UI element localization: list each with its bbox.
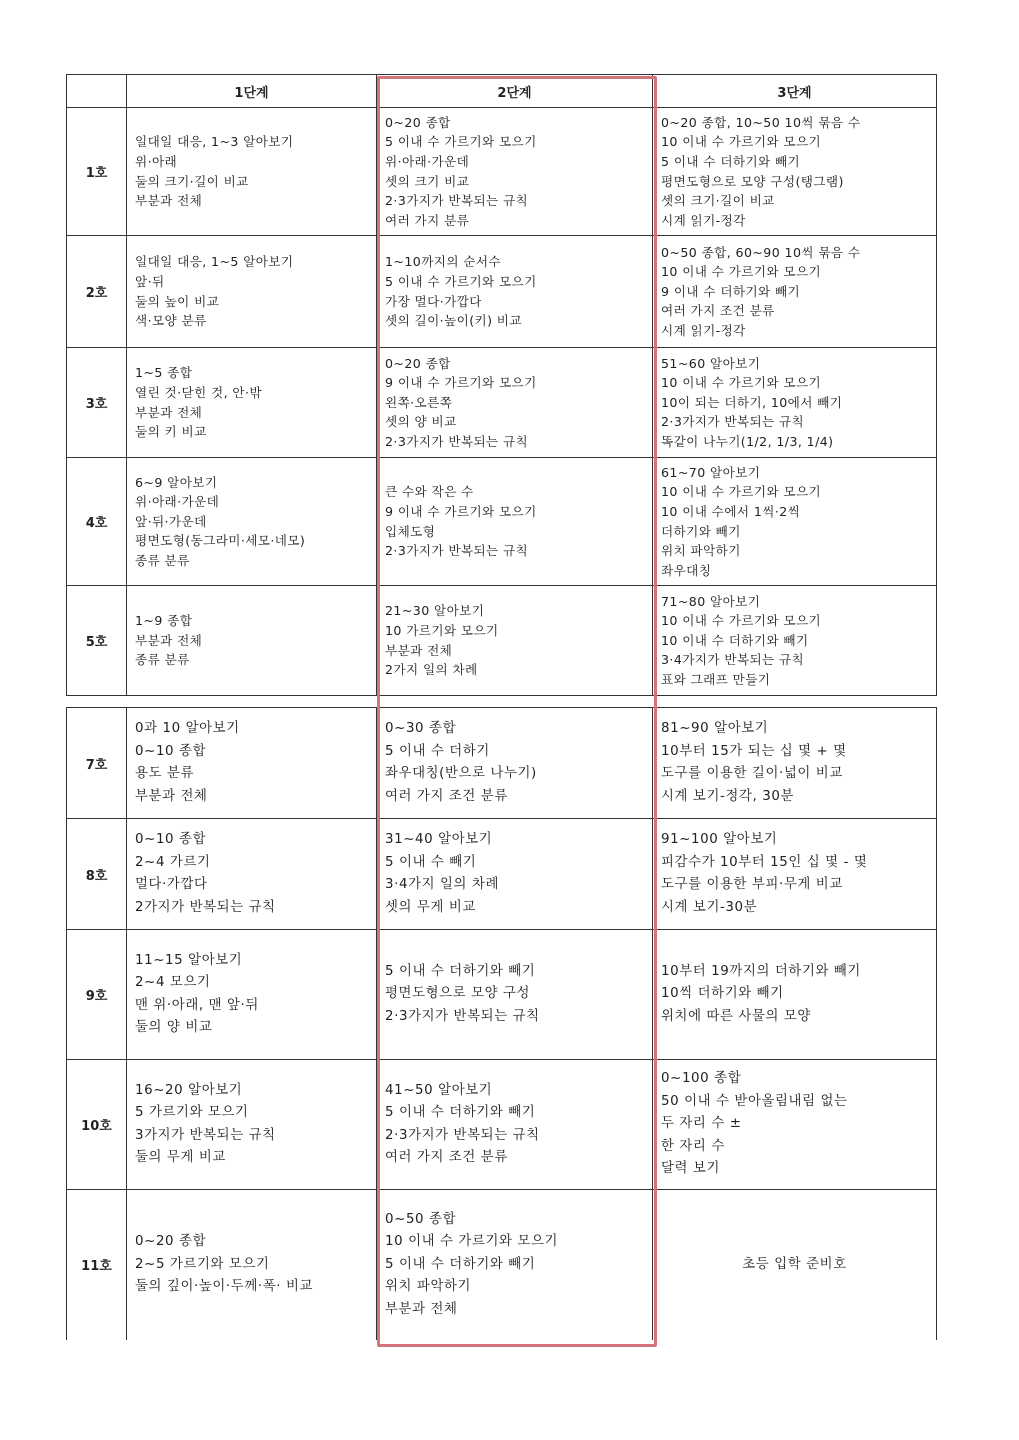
cell-line: 31~40 알아보기 bbox=[385, 832, 493, 847]
stage2-cell bbox=[377, 108, 653, 236]
cell-line: 시계 보기-정각, 30분 bbox=[661, 788, 794, 804]
row-10ho bbox=[67, 1060, 937, 1190]
stage1-cell bbox=[127, 930, 377, 1060]
row-label: 5호 bbox=[67, 586, 127, 696]
cell-line: 61~70 알아보기 bbox=[661, 464, 761, 480]
cell-line: 시계 읽기-정각 bbox=[661, 212, 746, 228]
cell-line: 2·3가지가 반복되는 규칙 bbox=[661, 414, 805, 430]
cell-line: 2·3가지가 반복되는 규칙 bbox=[385, 543, 529, 559]
cell-line: 위치 파악하기 bbox=[385, 1279, 472, 1294]
cell-line: 도구를 이용한 길이·넓이 비교 bbox=[661, 766, 843, 781]
row-1ho bbox=[67, 108, 937, 236]
stage3-cell bbox=[653, 458, 937, 586]
cell-line: 셋의 크기 비교 bbox=[385, 173, 470, 189]
cell-line: 1~9 종합 bbox=[135, 613, 193, 629]
cell-line: 셋의 무게 비교 bbox=[385, 899, 476, 915]
cell-line: 평면도형으로 모양 구성(탱그램) bbox=[661, 173, 844, 189]
cell-line: 0과 10 알아보기 bbox=[135, 721, 240, 736]
cell-line: 부분과 전체 bbox=[135, 193, 203, 209]
cell-line: 5 가르기와 모으기 bbox=[135, 1105, 249, 1120]
cell-line: 0~10 종합 bbox=[135, 832, 207, 847]
cell-line: 종류 분류 bbox=[135, 552, 190, 568]
cell-line: 2·3가지가 반복되는 규칙 bbox=[385, 193, 529, 209]
cell-line: 셋의 길이·높이(키) 비교 bbox=[385, 313, 522, 329]
stage2-cell bbox=[377, 348, 653, 458]
cell-line: 일대일 대응, 1~5 알아보기 bbox=[135, 254, 294, 270]
stage2-cell bbox=[377, 819, 653, 930]
stage3-cell bbox=[653, 348, 937, 458]
header-row bbox=[67, 75, 937, 108]
stage3-cell bbox=[653, 586, 937, 696]
cell-line: 부분과 전체 bbox=[385, 642, 453, 658]
cell-line: 5 이내 수 가르기와 모으기 bbox=[385, 134, 537, 150]
cell-line: 둘의 양 비교 bbox=[135, 1020, 213, 1035]
curriculum-table-top bbox=[66, 74, 937, 696]
cell-line: 0~10 종합 bbox=[135, 743, 207, 759]
cell-line: 50 이내 수 받아올림내림 없는 bbox=[661, 1093, 848, 1109]
cell-line: 1~5 종합 bbox=[135, 365, 193, 381]
cell-line: 용도 분류 bbox=[135, 766, 194, 781]
cell-line: 똑같이 나누기(1/2, 1/3, 1/4) bbox=[661, 433, 834, 449]
cell-line: 2~4 가르기 bbox=[135, 854, 211, 870]
stage3-cell bbox=[653, 819, 937, 930]
cell-line: 2·3가지가 반복되는 규칙 bbox=[385, 1127, 540, 1143]
cell-line: 부분과 전체 bbox=[135, 404, 203, 420]
cell-line: 위·아래 bbox=[135, 153, 178, 169]
stage2-cell bbox=[377, 930, 653, 1060]
stage1-cell bbox=[127, 458, 377, 586]
cell-line: 시계 읽기-정각 bbox=[661, 322, 746, 338]
cell-line: 맨 위·아래, 맨 앞·뒤 bbox=[135, 997, 259, 1013]
row-7ho bbox=[67, 708, 937, 819]
cell-line: 멀다·가깝다 bbox=[135, 877, 208, 892]
cell-line: 큰 수와 작은 수 bbox=[385, 484, 474, 500]
row-label: 8호 bbox=[67, 819, 127, 930]
cell-line: 입체도형 bbox=[385, 523, 436, 539]
cell-line: 위·아래·가운데 bbox=[385, 153, 470, 169]
stage2-cell bbox=[377, 1060, 653, 1190]
cell-line: 0~30 종합 bbox=[385, 721, 457, 736]
header-stage-2: 2단계 bbox=[377, 75, 653, 108]
cell-line: 10 이내 수 가르기와 모으기 bbox=[661, 134, 822, 150]
cell-line: 셋의 양 비교 bbox=[385, 414, 457, 430]
cell-line: 91~100 알아보기 bbox=[661, 832, 778, 847]
row-8ho bbox=[67, 819, 937, 930]
stage3-cell bbox=[653, 930, 937, 1060]
cell-line: 2·3가지가 반복되는 규칙 bbox=[385, 1008, 540, 1024]
cell-line: 한 자리 수 bbox=[661, 1138, 725, 1154]
row-label: 10호 bbox=[67, 1060, 127, 1190]
cell-line: 10씩 더하기와 빼기 bbox=[661, 986, 784, 1002]
cell-line: 평면도형으로 모양 구성 bbox=[385, 986, 531, 1002]
cell-line: 16~20 알아보기 bbox=[135, 1082, 243, 1098]
row-5ho bbox=[67, 586, 937, 696]
cell-line: 위치에 따른 사물의 모양 bbox=[661, 1008, 811, 1024]
cell-line: 5 이내 수 더하기와 빼기 bbox=[385, 963, 536, 979]
cell-line: 10 이내 수 가르기와 모으기 bbox=[661, 613, 822, 629]
row-label: 11호 bbox=[67, 1190, 127, 1340]
cell-line: 5 이내 수 더하기와 빼기 bbox=[661, 153, 801, 169]
cell-line: 3·4가지가 반복되는 규칙 bbox=[661, 652, 805, 668]
row-label: 3호 bbox=[67, 348, 127, 458]
header-stage-1: 1단계 bbox=[127, 75, 377, 108]
cell-line: 좌우대칭(반으로 나누기) bbox=[385, 766, 537, 781]
cell-line: 1~10까지의 순서수 bbox=[385, 254, 501, 270]
cell-line: 도구를 이용한 부피·무게 비교 bbox=[661, 877, 843, 892]
curriculum-table-bottom bbox=[66, 707, 937, 1340]
cell-line: 일대일 대응, 1~3 알아보기 bbox=[135, 134, 294, 150]
cell-line: 여러 가지 조건 분류 bbox=[385, 788, 508, 804]
cell-line: 3가지가 반복되는 규칙 bbox=[135, 1127, 276, 1143]
row-3ho bbox=[67, 348, 937, 458]
cell-line: 0~20 종합, 10~50 10씩 묶음 수 bbox=[661, 114, 861, 130]
stage2-cell bbox=[377, 458, 653, 586]
cell-line: 10 가르기와 모으기 bbox=[385, 622, 499, 638]
cell-line: 5 이내 수 빼기 bbox=[385, 854, 477, 870]
cell-line: 2·3가지가 반복되는 규칙 bbox=[385, 433, 529, 449]
cell-line: 가장 멀다·가깝다 bbox=[385, 293, 482, 309]
stage3-cell bbox=[653, 108, 937, 236]
stage2-cell bbox=[377, 1190, 653, 1340]
cell-line: 9 이내 수 더하기와 빼기 bbox=[661, 283, 801, 299]
stage2-cell bbox=[377, 708, 653, 819]
cell-line: 10 이내 수 가르기와 모으기 bbox=[385, 1234, 559, 1249]
row-label: 2호 bbox=[67, 236, 127, 348]
cell-line: 위·아래·가운데 bbox=[135, 494, 220, 510]
cell-line: 피감수가 10부터 15인 십 몇 - 몇 bbox=[661, 854, 868, 870]
stage1-cell bbox=[127, 1190, 377, 1340]
cell-line: 5 이내 수 더하기와 빼기 bbox=[385, 1105, 536, 1120]
cell-line: 10 이내 수 가르기와 모으기 bbox=[661, 264, 822, 280]
cell-line: 좌우대칭 bbox=[661, 562, 712, 578]
cell-line: 여러 가지 조건 분류 bbox=[661, 303, 775, 319]
stage1-cell bbox=[127, 236, 377, 348]
cell-line: 여러 가지 분류 bbox=[385, 212, 470, 228]
cell-line: 5 이내 수 더하기와 빼기 bbox=[385, 1256, 536, 1272]
cell-line: 더하기와 빼기 bbox=[661, 523, 741, 539]
row-11ho bbox=[67, 1190, 937, 1340]
cell-line: 71~80 알아보기 bbox=[661, 593, 761, 609]
stage1-cell bbox=[127, 108, 377, 236]
cell-line: 달력 보기 bbox=[661, 1161, 720, 1177]
stage3-cell bbox=[653, 236, 937, 348]
stage3-cell bbox=[653, 1060, 937, 1190]
cell-line: 여러 가지 조건 분류 bbox=[385, 1150, 508, 1165]
cell-line: 두 자리 수 ± bbox=[661, 1116, 742, 1132]
cell-line: 부분과 전체 bbox=[135, 788, 208, 804]
cell-line: 21~30 알아보기 bbox=[385, 603, 485, 619]
row-label: 1호 bbox=[67, 108, 127, 236]
cell-line: 0~100 종합 bbox=[661, 1071, 742, 1087]
cell-line: 앞·뒤·가운데 bbox=[135, 513, 207, 529]
cell-line: 위치 파악하기 bbox=[661, 543, 741, 559]
cell-line: 5 이내 수 가르기와 모으기 bbox=[385, 273, 537, 289]
row-2ho bbox=[67, 236, 937, 348]
row-label: 9호 bbox=[67, 930, 127, 1060]
cell-line: 셋의 크기·길이 비교 bbox=[661, 193, 775, 209]
cell-line: 열린 것·닫힌 것, 안·밖 bbox=[135, 384, 262, 400]
stage1-cell bbox=[127, 1060, 377, 1190]
cell-line: 10 이내 수 더하기와 빼기 bbox=[661, 632, 809, 648]
cell-line: 앞·뒤 bbox=[135, 273, 165, 289]
cell-line: 11~15 알아보기 bbox=[135, 952, 243, 968]
cell-line: 41~50 알아보기 bbox=[385, 1082, 493, 1098]
cell-line: 부분과 전체 bbox=[135, 632, 203, 648]
cell-line: 0~20 종합 bbox=[385, 114, 451, 130]
cell-line: 시계 보기-30분 bbox=[661, 899, 758, 915]
cell-line: 둘의 높이 비교 bbox=[135, 293, 220, 309]
cell-line: 둘의 깊이·높이·두께·폭· 비교 bbox=[135, 1279, 314, 1294]
cell-line: 10부터 19까지의 더하기와 빼기 bbox=[661, 963, 861, 979]
cell-line: 2가지 일의 차례 bbox=[385, 662, 478, 678]
cell-line: 둘의 크기·길이 비교 bbox=[135, 173, 249, 189]
cell-line: 10 이내 수 가르기와 모으기 bbox=[661, 375, 822, 391]
stage2-cell bbox=[377, 586, 653, 696]
cell-line: 10이 되는 더하기, 10에서 빼기 bbox=[661, 394, 843, 410]
stage1-cell bbox=[127, 819, 377, 930]
stage1-cell bbox=[127, 708, 377, 819]
cell-line: 색·모양 분류 bbox=[135, 313, 207, 329]
row-4ho bbox=[67, 458, 937, 586]
stage3-cell bbox=[653, 1190, 937, 1340]
row-label: 4호 bbox=[67, 458, 127, 586]
stage3-cell bbox=[653, 708, 937, 819]
cell-line: 왼쪽·오른쪽 bbox=[385, 394, 453, 410]
cell-line: 9 이내 수 가르기와 모으기 bbox=[385, 375, 537, 391]
cell-line: 초등 입학 준비호 bbox=[742, 1256, 847, 1272]
cell-line: 종류 분류 bbox=[135, 652, 190, 668]
cell-line: 3·4가지 일의 차례 bbox=[385, 877, 500, 892]
cell-line: 10 이내 수 가르기와 모으기 bbox=[661, 484, 822, 500]
cell-line: 둘의 키 비교 bbox=[135, 424, 207, 440]
cell-line: 6~9 알아보기 bbox=[135, 474, 218, 490]
cell-line: 9 이내 수 가르기와 모으기 bbox=[385, 503, 537, 519]
cell-line: 0~20 종합 bbox=[135, 1234, 207, 1249]
cell-line: 0~50 종합, 60~90 10씩 묶음 수 bbox=[661, 244, 861, 260]
cell-line: 2가지가 반복되는 규칙 bbox=[135, 899, 276, 915]
cell-line: 5 이내 수 더하기 bbox=[385, 743, 490, 759]
cell-line: 81~90 알아보기 bbox=[661, 721, 769, 736]
cell-line: 평면도형(동그라미·세모·네모) bbox=[135, 533, 306, 549]
stage2-cell bbox=[377, 236, 653, 348]
cell-line: 2~5 가르기와 모으기 bbox=[135, 1256, 270, 1272]
header-corner bbox=[67, 75, 127, 108]
row-9ho bbox=[67, 930, 937, 1060]
cell-line: 표와 그래프 만들기 bbox=[661, 671, 771, 687]
stage1-cell bbox=[127, 586, 377, 696]
cell-line: 0~20 종합 bbox=[385, 355, 451, 371]
row-label: 7호 bbox=[67, 708, 127, 819]
stage1-cell bbox=[127, 348, 377, 458]
cell-line: 부분과 전체 bbox=[385, 1301, 458, 1317]
cell-line: 둘의 무게 비교 bbox=[135, 1150, 226, 1165]
cell-line: 10부터 15가 되는 십 몇 + 몇 bbox=[661, 743, 847, 759]
cell-line: 0~50 종합 bbox=[385, 1211, 457, 1227]
cell-line: 2~4 모으기 bbox=[135, 975, 211, 990]
cell-line: 51~60 알아보기 bbox=[661, 355, 761, 371]
cell-line: 10 이내 수에서 1씩·2씩 bbox=[661, 503, 801, 519]
header-stage-3: 3단계 bbox=[653, 75, 937, 108]
